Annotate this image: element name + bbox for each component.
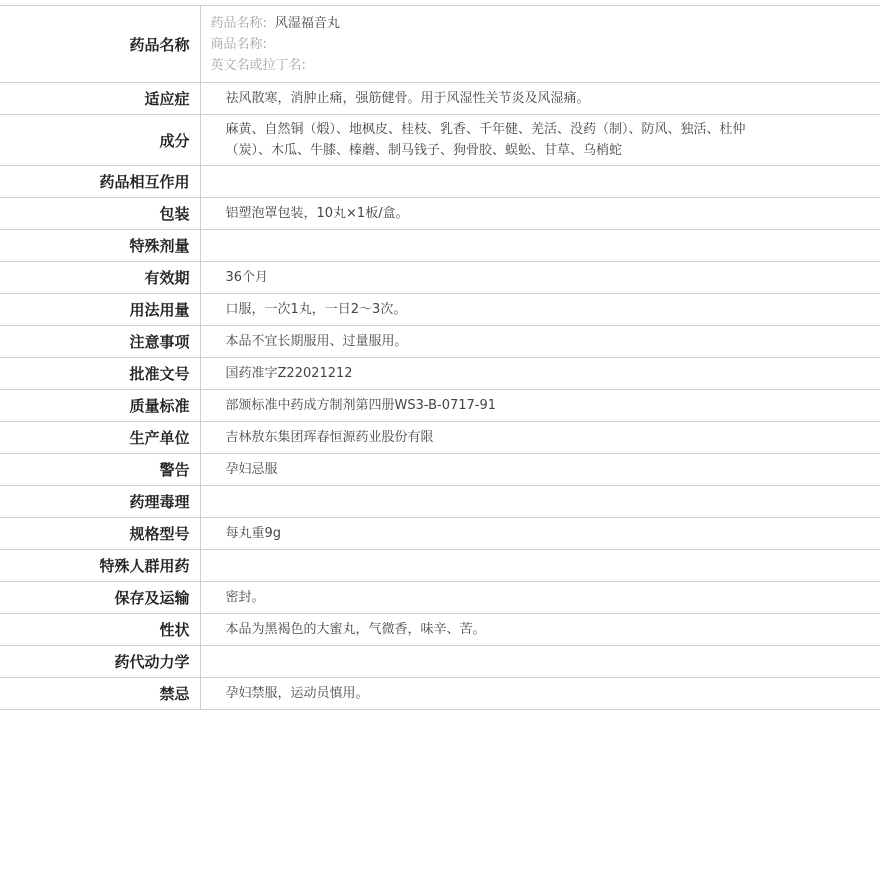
row-description	[0, 614, 880, 646]
row-value: 祛风散寒，消肿止痛，强筋健骨。用于风湿性关节炎及风湿痛。	[200, 83, 880, 115]
row-label: 包装	[0, 198, 200, 230]
row-value: 每丸重9g	[200, 518, 880, 550]
row-value: 本品为黑褐色的大蜜丸，气微香，味辛、苦。	[200, 614, 880, 646]
generic-name-label: 药品名称:	[210, 15, 267, 31]
row-label: 用法用量	[0, 294, 200, 326]
row-label: 禁忌	[0, 678, 200, 710]
row-value: 密封。	[200, 582, 880, 614]
row-storage	[0, 582, 880, 614]
row-value	[200, 550, 880, 582]
row-label: 生产单位	[0, 422, 200, 454]
row-label: 药品相互作用	[0, 166, 200, 198]
row-label: 保存及运输	[0, 582, 200, 614]
row-label: 注意事项	[0, 326, 200, 358]
row-shelf-life	[0, 262, 880, 294]
row-label: 成分	[0, 115, 200, 166]
row-label: 特殊人群用药	[0, 550, 200, 582]
row-special-dosage	[0, 230, 880, 262]
drug-info-table	[0, 5, 880, 710]
row-value: 国药准字Z22021212	[200, 358, 880, 390]
row-label: 质量标准	[0, 390, 200, 422]
row-special-populations	[0, 550, 880, 582]
row-value: 铝塑泡罩包装，10丸×1板/盒。	[200, 198, 880, 230]
drug-name-values	[200, 6, 880, 83]
row-value: 本品不宜长期服用、过量服用。	[200, 326, 880, 358]
row-value	[200, 166, 880, 198]
row-pharmacokinetics	[0, 646, 880, 678]
row-value	[200, 486, 880, 518]
row-drug-name	[0, 6, 880, 83]
row-value	[200, 646, 880, 678]
row-approval-number	[0, 358, 880, 390]
trade-name-label: 商品名称:	[210, 36, 267, 52]
generic-name-value: 风湿福音丸	[274, 15, 340, 31]
row-value: 部颁标准中药成方制剂第四册WS3-B-0717-91	[200, 390, 880, 422]
row-label: 有效期	[0, 262, 200, 294]
row-ingredients	[0, 115, 880, 166]
row-value	[200, 230, 880, 262]
row-specification	[0, 518, 880, 550]
row-label: 药理毒理	[0, 486, 200, 518]
row-indications	[0, 83, 880, 115]
english-name-line	[211, 55, 871, 76]
row-label: 规格型号	[0, 518, 200, 550]
row-label: 特殊剂量	[0, 230, 200, 262]
row-label: 批准文号	[0, 358, 200, 390]
row-interactions	[0, 166, 880, 198]
row-value: 36个月	[200, 262, 880, 294]
trade-name-line	[211, 34, 871, 55]
row-label: 适应症	[0, 83, 200, 115]
row-value: 麻黄、自然铜（煅）、地枫皮、桂枝、乳香、千年健、羌活、没药（制）、防风、独活、杜仲（炭）、木瓜、牛膝、榛蘑、制马钱子、狗骨胶、蜈蚣、甘草、乌梢蛇	[200, 115, 880, 166]
row-label: 药代动力学	[0, 646, 200, 678]
row-value: 孕妇忌服	[200, 454, 880, 486]
row-label: 药品名称	[0, 6, 200, 83]
row-dosage	[0, 294, 880, 326]
row-precautions	[0, 326, 880, 358]
row-toxicology	[0, 486, 880, 518]
row-warning	[0, 454, 880, 486]
row-label: 警告	[0, 454, 200, 486]
row-value: 吉林敖东集团珲春恒源药业股份有限	[200, 422, 880, 454]
row-quality-standard	[0, 390, 880, 422]
row-label: 性状	[0, 614, 200, 646]
generic-name-line	[211, 13, 871, 34]
row-manufacturer	[0, 422, 880, 454]
row-packaging	[0, 198, 880, 230]
row-value: 口服，一次1丸，一日2～3次。	[200, 294, 880, 326]
english-name-label: 英文名或拉丁名:	[210, 57, 306, 73]
row-value: 孕妇禁服，运动员慎用。	[200, 678, 880, 710]
row-contraindications	[0, 678, 880, 710]
drug-info-body	[0, 6, 880, 710]
